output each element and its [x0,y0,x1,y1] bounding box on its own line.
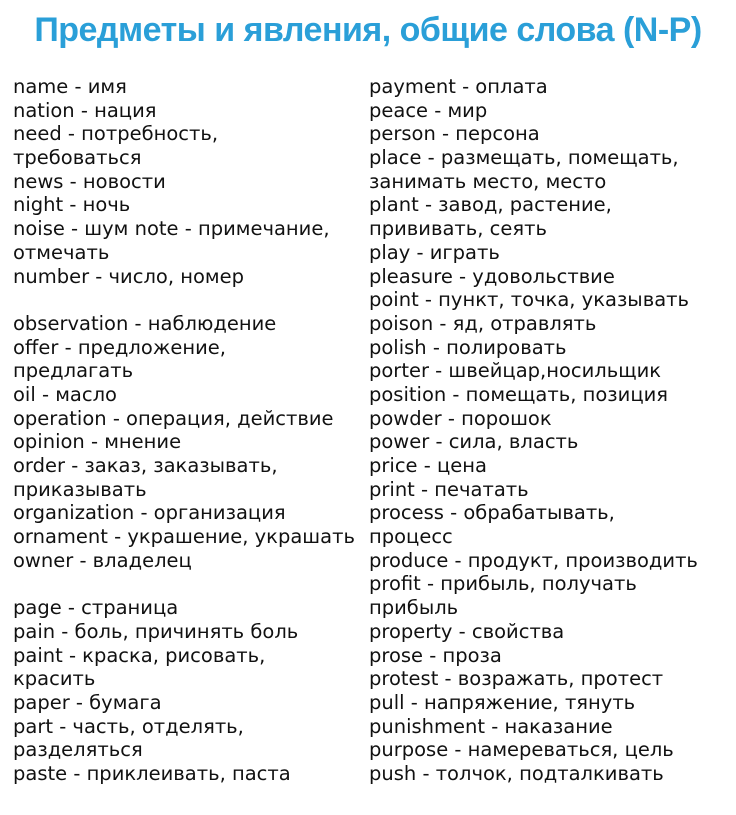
vocab-line: price - цена [369,454,487,477]
vocab-line: news - новости [13,169,166,193]
vocab-line: power - сила, власть [369,430,579,454]
vocab-line: приказывать [13,477,147,501]
right-column [369,75,729,786]
vocab-line: ornament - украшение, украшать [13,525,355,549]
vocab-line: person - персона [369,122,540,146]
vocab-line: oil - масло [13,382,117,406]
vocab-line: nation - нация [13,98,157,122]
vocab-line: powder - порошок [369,406,552,430]
vocab-line: page - страница [13,596,179,620]
vocab-line: offer - предложение, [13,335,226,359]
vocab-line: purpose - намереваться, цель [369,738,674,762]
vocab-line: prose - проза [369,643,502,667]
vocab-line: produce - продукт, производить [369,548,698,572]
page-title: Предметы и явления, общие слова (N-P) [34,11,702,49]
vocab-line: owner - владелец [13,548,192,572]
vocab-line: point - пункт, точка, указывать [369,288,689,312]
vocab-line: position - помещать, позиция [369,382,669,406]
vocab-line: процесс [369,525,453,549]
vocab-line: punishment - наказание [369,714,613,738]
vocab-line: observation - наблюдение [13,311,277,335]
vocab-line: number - число, номер [13,264,245,288]
vocab-line: order - заказ, заказывать, [13,454,278,477]
vocab-line: name - имя [13,75,127,98]
vocab-line: разделяться [13,738,143,762]
vocab-line: play - играть [369,240,500,264]
vocab-line: organization - организация [13,501,286,525]
vocab-line: pain - боль, причинять боль [13,619,299,643]
vocab-line: paper - бумага [13,690,162,714]
vocab-line: noise - шум note - примечание, [13,217,330,241]
spacer-line [13,572,365,596]
vocab-line: paste - приклеивать, паста [13,761,291,785]
vocab-line: прививать, сеять [369,217,547,241]
vocab-line: предлагать [13,359,134,383]
vocab-line: place - размещать, помещать, [369,146,679,170]
vocab-line: operation - операция, действие [13,406,334,430]
vocab-line: profit - прибыль, получать [369,572,637,596]
vocab-line: paint - краска, рисовать, [13,643,266,667]
vocab-line: print - печатать [369,477,529,501]
vocab-line: poison - яд, отравлять [369,311,597,335]
vocab-line: требоваться [13,146,142,170]
vocab-line: need - потребность, [13,122,219,146]
vocab-line: polish - полировать [369,335,567,359]
vocab-line: part - часть, отделять, [13,714,244,738]
vocab-line: night - ночь [13,193,131,217]
vocab-line: прибыль [369,596,459,620]
spacer-line [13,288,365,312]
vocab-line: porter - швейцар,носильщик [369,359,662,383]
vocab-line: plant - завод, растение, [369,193,612,217]
vocab-line: красить [13,667,96,691]
vocab-line: payment - оплата [369,75,548,98]
vocab-line: process - обрабатывать, [369,501,615,525]
vocab-line: отмечать [13,240,110,264]
left-column [13,75,365,786]
vocab-line: protest - возражать, протест [369,667,664,691]
vocab-line: peace - мир [369,98,488,122]
vocab-line: push - толчок, подталкивать [369,761,664,785]
vocab-line: pleasure - удовольствие [369,264,615,288]
vocab-line: property - свойства [369,619,565,643]
vocab-line: opinion - мнение [13,430,182,454]
vocab-line: занимать место, место [369,169,607,193]
vocab-line: pull - напряжение, тянуть [369,690,636,714]
